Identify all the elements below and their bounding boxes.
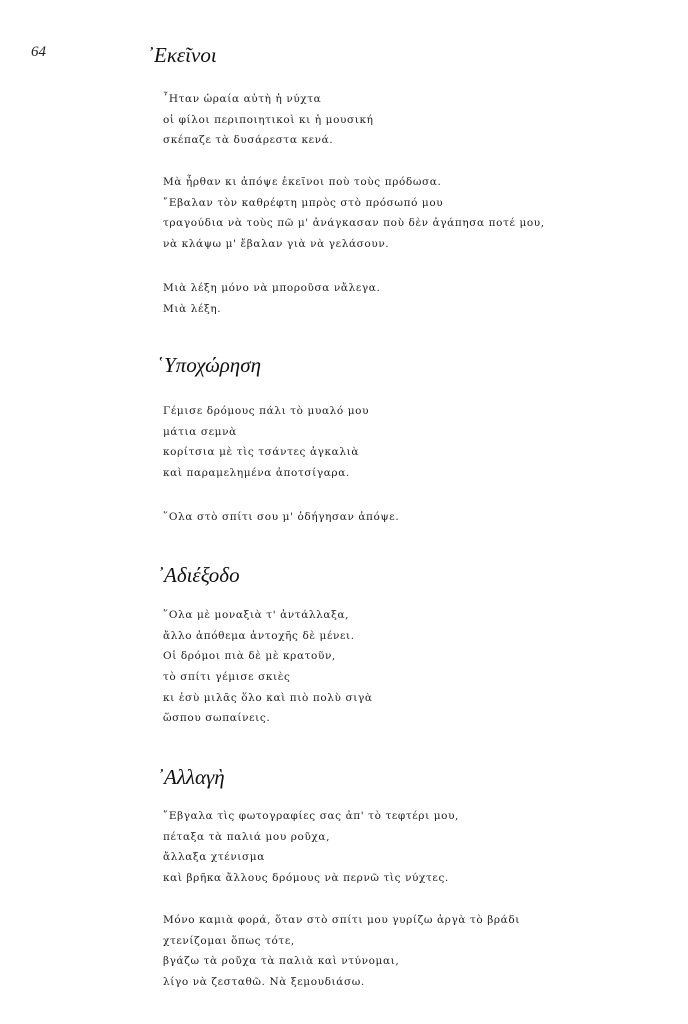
poem-line: τὸ σπίτι γέμισε σκιὲς [163, 671, 291, 684]
poem-line: Μιὰ λέξη μόνο νὰ μποροῦσα νἄλεγα. [163, 282, 381, 294]
stanza [163, 401, 369, 484]
poem-line: βγάζω τὰ ροῦχα τὰ παλιὰ καὶ ντύνομαι, [163, 955, 400, 968]
poem-line: καὶ παραμελημένα ἀποτσίγαρα. [163, 467, 350, 480]
poem-line: ῎Εβγαλα τὶς φωτογραφίες σας ἀπ' τὸ τεφτέρι μου, [163, 810, 459, 822]
poem-line: Μόνο καμιὰ φορά, ὅταν στὸ σπίτι μου γυρίζω ἀργὰ τὸ βράδι [163, 914, 520, 926]
poem-line: χτενίζομαι ὅπως τότε, [163, 934, 295, 947]
stanza [163, 278, 380, 319]
poem-line: νὰ κλάψω μ' ἔβαλαν γιὰ νὰ γελάσουν. [163, 238, 390, 251]
poem-line: ῞Ολα μὲ μοναξιὰ τ' ἀντάλλαξα, [163, 609, 350, 621]
poem-title: ᾿Αδιέξοδο [157, 563, 240, 587]
page-number: 64 [31, 44, 46, 60]
poem-line: πέταξα τὰ παλιά μου ροῦχα, [163, 830, 331, 843]
poem-line: καὶ βρῆκα ἄλλους δρόμους νὰ περνῶ τὶς νύχτες. [163, 872, 449, 885]
poem-line: Μιὰ λέξη. [163, 302, 222, 315]
poem-line: οἱ φίλοι περιποιητικοὶ κι ἡ μουσική [163, 113, 374, 126]
poem-line: λίγο νὰ ζεσταθῶ. Νὰ ξεμουδιάσω. [163, 976, 365, 989]
stanza [163, 605, 373, 729]
poem-title: ᾿Εκεῖνοι [147, 43, 217, 67]
poem-title: ῾Υποχώρηση [157, 353, 261, 377]
poem-line: ὥσπου σωπαίνεις. [163, 712, 271, 725]
poem-line: Μὰ ἦρθαν κι ἀπόψε ἐκεῖνοι ποὺ τοὺς πρόδωσα. [163, 176, 442, 188]
poem-line: ῞Ολα στὸ σπίτι σου μ' ὁδήγησαν ἀπόψε. [163, 511, 400, 523]
stanza [163, 507, 399, 528]
stanza [163, 806, 459, 889]
poem-line: ῎Εβαλαν τὸν καθρέφτη μπρὸς στὸ πρόσωπό μου [163, 196, 444, 209]
poem-line: σκέπαζε τὰ δυσάρεστα κενά. [163, 134, 334, 147]
poem-line: κορίτσια μὲ τὶς τσάντες ἀγκαλιὰ [163, 446, 360, 459]
poem-title: ᾿Αλλαγὴ [157, 765, 225, 789]
poem-line: Γέμισε δρόμους πάλι τὸ μυαλό μου [163, 405, 370, 417]
poem-line: τραγούδια νὰ τοὺς πῶ μ' ἀνάγκασαν ποὺ δὲν ἀγάπησα ποτέ μου, [163, 217, 545, 230]
poem-line: μάτια σεμνὰ [163, 425, 237, 438]
poem-line: ἄλλο ἀπόθεμα ἀντοχῆς δὲ μένει. [163, 629, 355, 642]
poem-line: Οἱ δρόμοι πιὰ δὲ μὲ κρατοῦν, [163, 650, 336, 663]
poem-line: ῏Ηταν ὡραία αὐτὴ ἡ νύχτα [163, 93, 322, 105]
stanza [163, 89, 374, 151]
poem-line: κι ἐσὺ μιλᾶς ὅλο καὶ πιὸ πολὺ σιγὰ [163, 691, 373, 704]
poem-line: ἄλλαξα χτένισμα [163, 851, 265, 864]
stanza [163, 172, 545, 255]
stanza [163, 910, 520, 993]
